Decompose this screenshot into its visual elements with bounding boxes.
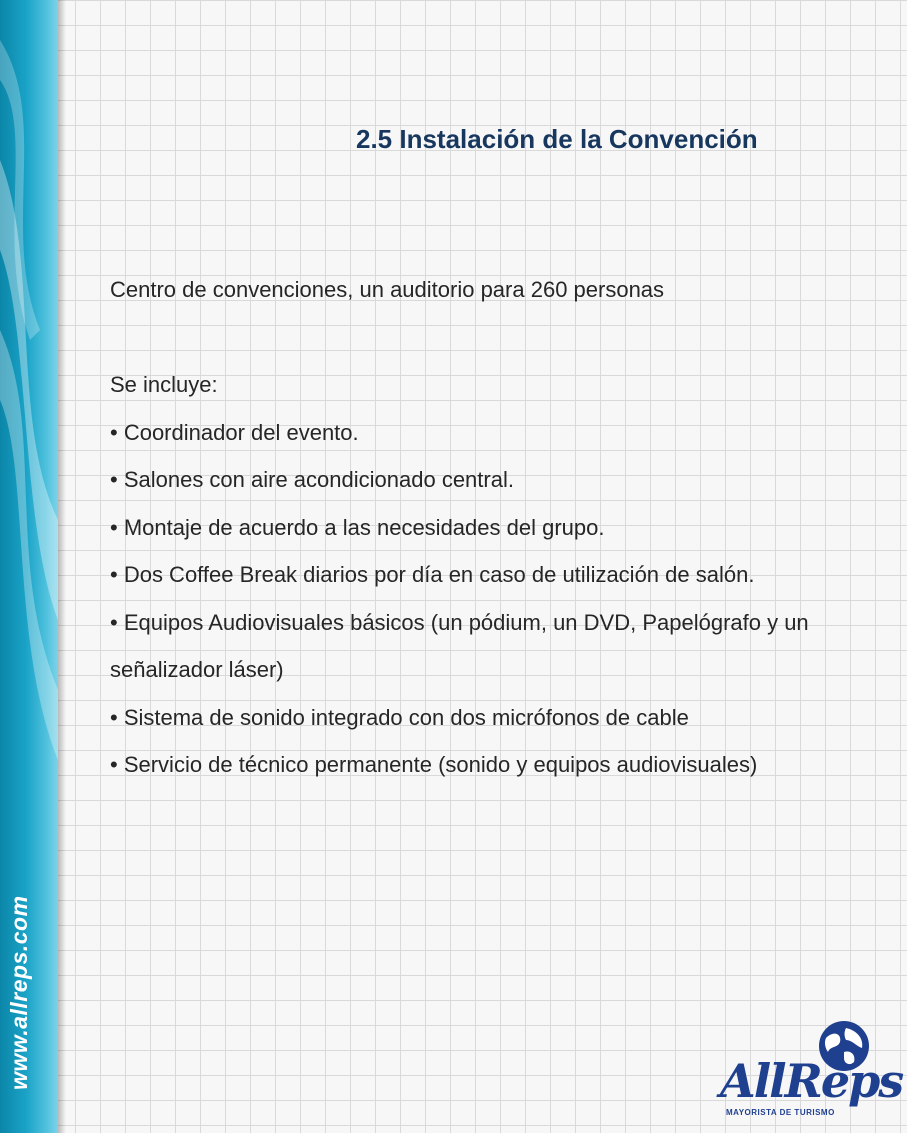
list-item: • Dos Coffee Break diarios por día en caso de utilización de salón. xyxy=(110,562,755,587)
allreps-logo xyxy=(720,1018,903,1123)
slide-body xyxy=(110,266,840,789)
includes-label: Se incluye: xyxy=(110,372,218,397)
spacer xyxy=(110,314,840,362)
logo-wordmark: AllReps xyxy=(720,1054,903,1108)
site-url: www.allreps.com xyxy=(6,895,32,1090)
list-item: • Equipos Audiovisuales básicos (un pódium, un DVD, Papelógrafo y un señalizador láser) xyxy=(110,609,809,682)
sidebar-shadow xyxy=(58,0,66,1133)
list-item: • Sistema de sonido integrado con dos micrófonos de cable xyxy=(110,704,689,730)
list-item: • Salones con aire acondicionado central. xyxy=(110,467,514,492)
list-item: • Montaje de acuerdo a las necesidades del grupo. xyxy=(110,514,605,540)
list-item: • Servicio de técnico permanente (sonido y equipos audiovisuales) xyxy=(110,752,758,777)
sidebar-band xyxy=(0,0,58,1133)
intro-text: Centro de convenciones, un auditorio para 260 personas xyxy=(110,277,665,302)
slide-title: 2.5 Instalación de la Convención xyxy=(356,124,758,154)
list-item: • Coordinador del evento. xyxy=(110,419,359,445)
logo-tagline: MAYORISTA DE TURISMO xyxy=(726,1108,835,1117)
